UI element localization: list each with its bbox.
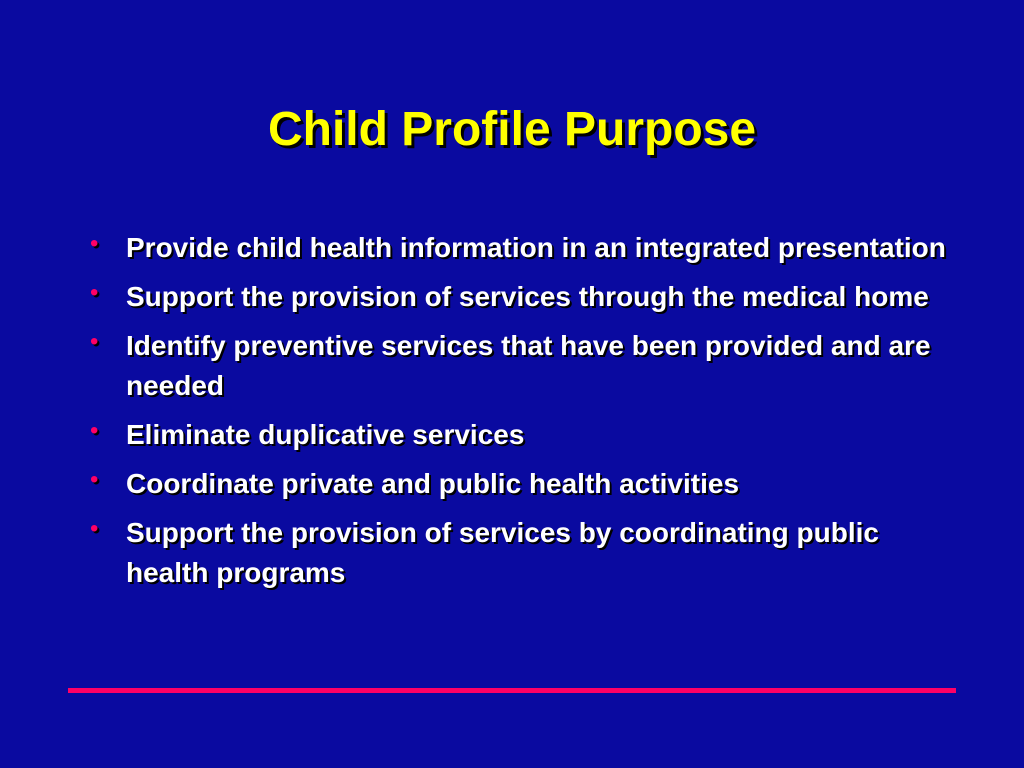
bullet-icon: •: [90, 230, 99, 257]
bullet-icon: •: [90, 515, 99, 542]
bullet-item-6: [88, 513, 948, 593]
bullet-text: Support the provision of services through the medical home: [126, 281, 929, 312]
bullet-icon: •: [90, 328, 99, 355]
bullet-text: Support the provision of services by coordinating public health programs: [126, 517, 879, 588]
bullet-text: Provide child health information in an integrated presentation: [126, 232, 946, 263]
bullet-icon: •: [90, 466, 99, 493]
bullet-list: [88, 228, 948, 602]
bullet-item-1: [88, 228, 948, 268]
bullet-text: Eliminate duplicative services: [126, 419, 525, 450]
bullet-item-4: [88, 415, 948, 455]
slide-title: Child Profile Purpose: [267, 103, 757, 156]
bullet-item-2: [88, 277, 948, 317]
bullet-item-5: [88, 464, 948, 504]
bullet-text: Identify preventive services that have been provided and are needed: [126, 330, 931, 401]
bullet-item-3: [88, 326, 948, 406]
bullet-text: Coordinate private and public health activities: [126, 468, 740, 499]
footer-divider: [68, 688, 956, 693]
bullet-icon: •: [90, 279, 99, 306]
bullet-icon: •: [90, 417, 99, 444]
